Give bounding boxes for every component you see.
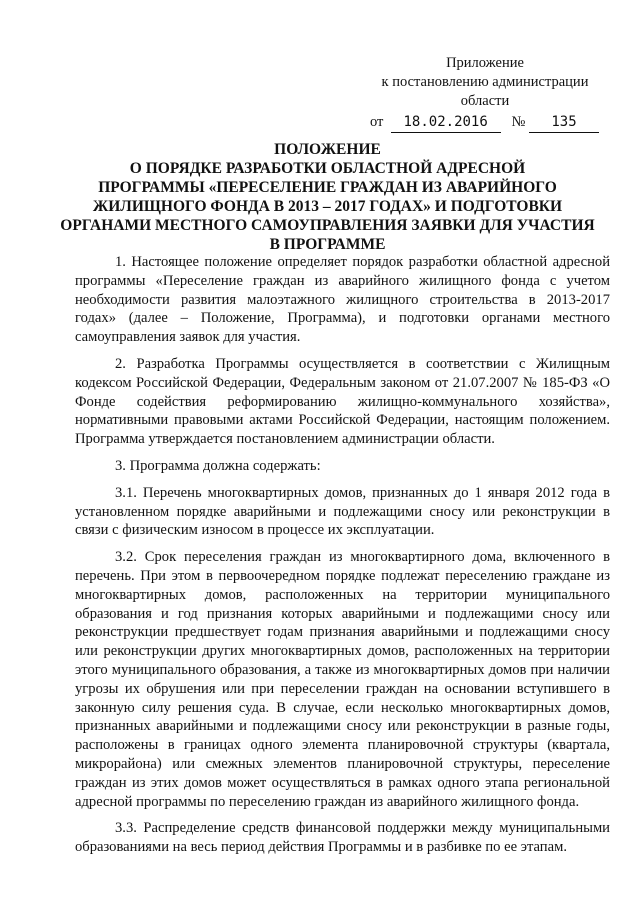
number-value: 135: [529, 113, 599, 133]
paragraph-2: 2. Разработка Программы осуществляется в соответствии с Жилищным кодексом Российской Федерации, Федеральным законом от 21.07.2007 № 185-ФЗ «О Фонде содействия реформированию жилищно-коммунального хозяйства», нормативными правовыми актами Российской Федерации, настоящим положением. Программа утверждается постановлением администрации области.: [75, 355, 610, 448]
paragraph-3-3: 3.3. Распределение средств финансовой поддержки между муниципальными образованиями на весь период действия Программы и в разбивке по ее этапам.: [75, 820, 610, 856]
appendix-block: [370, 54, 600, 133]
paragraph-3-1: 3.1. Перечень многоквартирных домов, признанных до 1 января 2012 года в установленном порядке аварийными и подлежащими сносу или реконструкции в связи с физическим износом в процессе их эксплуатации.: [75, 484, 610, 539]
title-line: ЖИЛИЩНОГО ФОНДА В 2013 – 2017 ГОДАХ» И ПОДГОТОВКИ: [92, 198, 563, 215]
date-value: 18.02.2016: [391, 113, 501, 133]
title-line: ОРГАНАМИ МЕСТНОГО САМОУПРАВЛЕНИЯ ЗАЯВКИ ДЛЯ УЧАСТИЯ: [60, 217, 595, 234]
appendix-title: Приложение: [446, 55, 524, 71]
paragraph-1: 1. Настоящее положение определяет порядок разработки областной адресной программы «Переселение граждан из аварийного жилищного фонда с учетом необходимости развития малоэтажного жилищного строительства в 2013-2017 годах» (далее – Положение, Программа), и подготовки органами местного самоуправления заявок для участия.: [75, 254, 610, 346]
paragraph-3: 3. Программа должна содержать:: [115, 457, 321, 474]
document-title: [60, 140, 595, 254]
date-prefix: от: [370, 114, 384, 130]
title-line: ПОЛОЖЕНИЕ: [274, 141, 381, 158]
appendix-region: области: [460, 93, 510, 109]
appendix-reference: к постановлению администрации: [381, 74, 589, 90]
title-line: В ПРОГРАММЕ: [269, 236, 386, 253]
appendix-date-line: [370, 113, 600, 133]
title-line: ПРОГРАММЫ «ПЕРЕСЕЛЕНИЕ ГРАЖДАН ИЗ АВАРИЙНОГО: [98, 179, 557, 196]
document-body: [75, 253, 610, 865]
paragraph-3-2: 3.2. Срок переселения граждан из многоквартирного дома, включенного в перечень. При этом в первоочередном порядке подлежат переселению граждане из многоквартирных домов, расположенных на территории муниципального образования и год признания которых аварийными и подлежащими сносу или реконструкции предшествует годам признания аварийными и подлежащими сносу или реконструкции других многоквартирных домов, расположенных на территории этого муниципального образования, а также из многоквартирных домов при наличии угрозы их обрушения или при переселении граждан на основании вступившего в законную силу решения суда. В случае, если несколько многоквартирных домов, признанных аварийными и подлежащими сносу или реконструкции в разные годы, расположены в границах одного элемента планировочной структуры (квартала, микрорайона) или смежных элементов планировочной структуры, переселение граждан из этих домов может осуществляться в рамках одного этапа региональной адресной программы по переселению граждан из аварийного жилищного фонда.: [75, 549, 610, 810]
title-line: О ПОРЯДКЕ РАЗРАБОТКИ ОБЛАСТНОЙ АДРЕСНОЙ: [129, 160, 526, 177]
number-prefix: №: [511, 114, 526, 130]
